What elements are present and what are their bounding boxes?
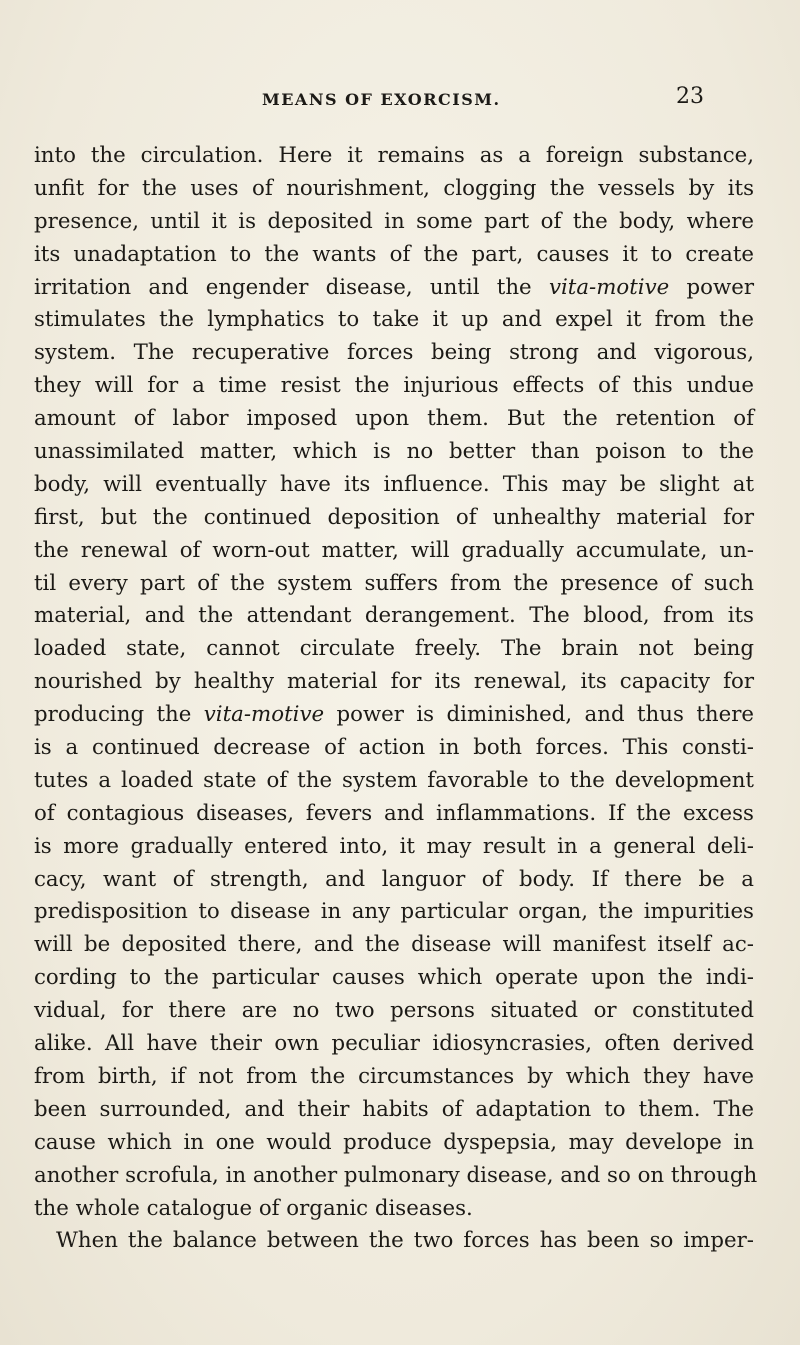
italic-term: vita-motive — [203, 702, 325, 728]
running-title: MEANS OF EXORCISM. — [262, 90, 501, 109]
text-line: been surrounded, and their habits of adaptation to them. The — [34, 1096, 754, 1122]
text-line: amount of labor imposed upon them. But the retention of — [34, 406, 754, 432]
running-head — [0, 84, 800, 114]
text-line: presence, until it is deposited in some part of the body, where — [34, 208, 754, 234]
text-line: unassimilated matter, which is no better than poison to the — [34, 439, 754, 465]
text-line: another scrofula, in another pulmonary disease, and so on through — [34, 1162, 758, 1188]
text-line: they will for a time resist the injurious effects of this undue — [34, 373, 754, 399]
text-line: nourished by healthy material for its renewal, its capacity for — [34, 669, 754, 695]
text-line: cording to the particular causes which operate upon the indi- — [34, 965, 754, 991]
text-line: into the circulation. Here it remains as a foreign substance, — [34, 143, 754, 168]
text-line: unfit for the uses of nourishment, clogging the vessels by its — [34, 175, 754, 201]
text-line: is more gradually entered into, it may result in a general deli- — [34, 833, 754, 859]
text-line: material, and the attendant derangement. The blood, from its — [34, 603, 754, 629]
text-segment: irritation and engender disease, until the — [34, 274, 549, 300]
text-line: of contagious diseases, fevers and inflammations. If the excess — [34, 800, 754, 826]
text-line: cacy, want of strength, and languor of body. If there be a — [34, 866, 754, 892]
text-line: is a continued decrease of action in both forces. This consti- — [34, 735, 754, 761]
page-number: 23 — [676, 84, 704, 109]
italic-term: vita-motive — [548, 274, 670, 300]
text-line: til every part of the system suffers from the presence of such — [34, 570, 754, 596]
text-line: system. The recuperative forces being strong and vigorous, — [34, 340, 754, 366]
text-line: body, will eventually have its influence. This may be slight at — [34, 471, 754, 497]
text-line: stimulates the lymphatics to take it up and expel it from the — [34, 307, 754, 333]
text-line: will be deposited there, and the disease will manifest itself ac- — [34, 932, 754, 958]
text-segment: power — [669, 274, 754, 300]
text-segment: producing the — [34, 702, 204, 728]
text-segment: power is diminished, and thus there — [324, 702, 754, 728]
text-line: from birth, if not from the circumstances by which they have — [34, 1063, 754, 1089]
text-line — [34, 272, 754, 305]
text-line: cause which in one would produce dyspepsia, may develope in — [34, 1129, 754, 1155]
text-line: first, but the continued deposition of unhealthy material for — [34, 504, 754, 530]
text-line: vidual, for there are no two persons situated or constituted — [34, 998, 754, 1024]
text-line: loaded state, cannot circulate freely. The brain not being — [34, 636, 754, 662]
text-line: When the balance between the two forces has been so imper- — [56, 1228, 754, 1254]
text-line — [34, 699, 754, 732]
text-line: the whole catalogue of organic diseases. — [34, 1195, 473, 1221]
text-line: tutes a loaded state of the system favorable to the development — [34, 767, 754, 793]
text-line: alike. All have their own peculiar idiosyncrasies, often derived — [34, 1031, 754, 1057]
text-line: the renewal of worn-out matter, will gradually accumulate, un- — [34, 537, 754, 563]
body-text — [34, 140, 758, 1258]
text-line: predisposition to disease in any particular organ, the impurities — [34, 899, 754, 925]
text-line: its unadaptation to the wants of the part, causes it to create — [34, 241, 754, 267]
